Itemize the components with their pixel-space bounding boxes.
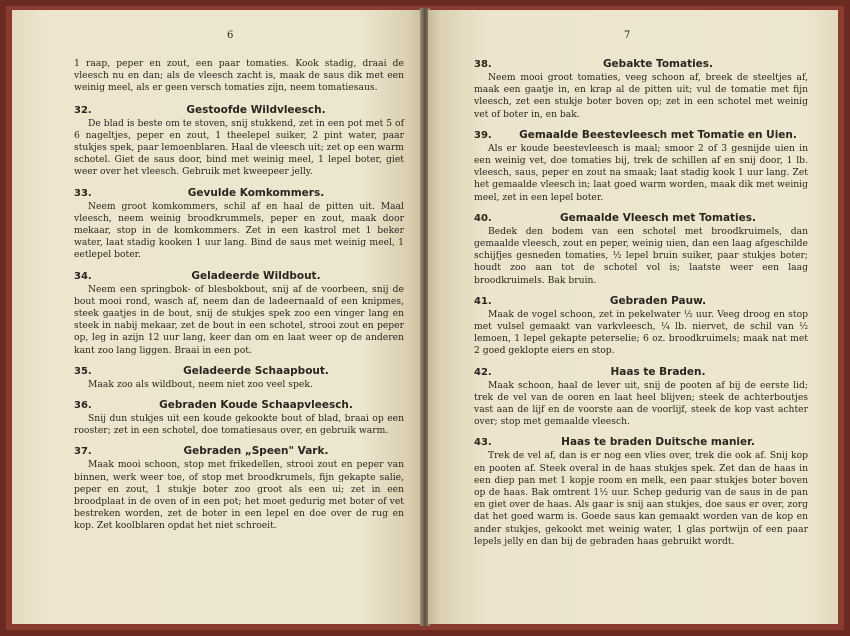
- recipe-heading: [74, 365, 404, 377]
- recipe-number: 34.: [74, 270, 92, 282]
- recipe-number: 35.: [74, 365, 92, 377]
- recipe-title: Geladeerde Schaapbout.: [183, 364, 329, 377]
- recipe-body: Maak zoo als wildbout, neem niet zoo veel spek.: [88, 378, 313, 390]
- recipe: [474, 58, 808, 121]
- recipe-heading: [474, 295, 808, 307]
- recipe: [474, 436, 808, 548]
- recipe-body: Neem mooi groot tomaties, veeg schoon af, breek de steeltjes af, maak een gaatje in, en krap al de pitten uit; vul de tomatie met fijn vleesch, zet een stukje boter boven op; zet in een schotel met weinig vet of boter in, en bak.: [474, 72, 808, 120]
- intro-paragraph: 1 raap, peper en zout, een paar tomaties. Kook stadig, draai de vleesch nu en dan; als de vleesch zacht is, maak de saus dik met een weinig meel, als er geen versch tomaties zijn, neem tomatiesaus.: [74, 58, 404, 94]
- recipe-title: Gemaalde Beestevleesch met Tomatie en Uien.: [519, 128, 797, 141]
- page-number: 7: [624, 30, 632, 41]
- recipe-body: Maak schoon, haal de lever uit, snij de pooten af bij de eerste lid; trek de vel van de ooren en laat heel blijven; steek de achterboutjes vast aan de lijf en de voorste aan de voorlijf, steek de kop vast achter over; stop met gemaalde vleesch.: [474, 379, 808, 428]
- recipe-body: Bedek den bodem van een schotel met broodkruimels, dan gemaalde vleesch, zout en peper, weinig uien, dan een laag afgeschilde schijfjes gesneden tomaties, ½ lepel bruin suiker, paar stukjes boter; houdt zoo aan tot de schotel vol is; laatste weer een laag broodkruimels. Bak bruin.: [474, 225, 808, 286]
- recipe: [74, 270, 404, 357]
- recipe-body: Als er koude beestevleesch is maal; smoor 2 of 3 gesnijde uien in een weinig vet, doe tomaties bij, trek de schillen af en snij door, 1 lb. vleesch, saus, peper en zout na smaak; laat stadig kook 1 uur lang. Zet het gemaalde vleesch in; laat goed warm worden, maak dik met weinig meel, zet in een lepel boter.: [474, 142, 808, 203]
- recipe-body: Neem groot komkommers, schil af en haal de pitten uit. Maal vleesch, neem weinig broodkrummels, peper en zout, maak door mekaar, stop in de komkommers. Zet in een kastrol met 1 beker water, laat stadig kooken 1 uur lang. Bind de saus met weinig meel, 1 eetlepel boter.: [74, 200, 404, 261]
- recipe-number: 39.: [474, 129, 492, 141]
- recipe-title: Haas te Braden.: [610, 365, 706, 378]
- recipe: [474, 366, 808, 429]
- recipe-title: Geladeerde Wildbout.: [191, 269, 321, 282]
- right-page: [428, 10, 838, 624]
- recipe: [474, 295, 808, 358]
- recipe-heading: [474, 212, 808, 224]
- recipe-number: 37.: [74, 446, 92, 458]
- recipe-number: 40.: [474, 212, 492, 224]
- recipe: [74, 445, 404, 532]
- recipe-number: 32.: [74, 104, 92, 116]
- recipe-number: 42.: [474, 366, 492, 378]
- recipe-heading: [74, 399, 404, 411]
- recipe: [474, 129, 808, 204]
- recipe: [74, 365, 404, 391]
- recipe-heading: [474, 436, 808, 448]
- recipe-body: Maak mooi schoon, stop met frikedellen, strooi zout en peper van binnen, werk weer toe, of stop met broodkrumels, fijn gekapte salie, peper en zout, 1 stukje boter zoo groot als een ui; zet in een broodplaat in de oven of in een pot; het moet gedurig met boter of vet bestreken worden, zet de boter in een lepel en doe over de rug en kop. Zet koolblaren opdat het niet schroeit.: [74, 459, 404, 532]
- recipe-heading: [74, 270, 404, 282]
- recipe-title: Gebraden Koude Schaapvleesch.: [159, 399, 353, 412]
- recipe-title: Gebakte Tomaties.: [602, 58, 714, 70]
- recipe-heading: [474, 129, 808, 141]
- recipe-body: Maak de vogel schoon, zet in pekelwater ½ uur. Veeg droog en stop met vulsel gemaakt van varkvleesch, ¼ lb. niervet, de schil van ½ lemoen, 1 lepel gekapte peterselie; 6 oz. broodkruimels; maak nat met 2 goed geklopte eiers en stop.: [474, 308, 808, 357]
- recipe-body: De blad is beste om te stoven, snij stukkend, zet in een pot met 5 of 6 nageltjes, peper en zout, 1 theelepel suiker, 2 pint water, paar stukjes spek, paar lemoenblaren. Haal de vleesch uit; zet op een warm schotel. Giet de saus door, bind met weinig meel, 1 lepel boter, giet weer over het vleesch. Gebruik met kweepeer jelly.: [74, 117, 404, 178]
- recipe: [474, 212, 808, 287]
- recipe-list: [474, 58, 808, 548]
- recipe-title: Gebraden „Speen" Vark.: [183, 445, 329, 458]
- recipe-body: Neem een springbok- of blesbokbout, snij af de voorbeen, snij de bout mooi rond, wasch af, neem dan de ladeernaald of een knipmes, steek gaatjes in de bout, snij de stukjes spek zoo een vinger lang en steek in nabij mekaar, zet de bout in een schotel, strooi zout en peper op, leg in azijn 12 uur lang, keer dan om en laat weer op de anderen kant zoo lang liggen. Braai in een pot.: [74, 283, 404, 356]
- recipe-heading: [74, 445, 404, 457]
- recipe-title: Gevulde Komkommers.: [187, 186, 325, 199]
- page-number: 6: [227, 30, 235, 41]
- recipe-number: 33.: [74, 187, 92, 199]
- recipe: [74, 104, 404, 179]
- recipe-title: Haas te braden Duitsche manier.: [561, 436, 755, 449]
- left-page: [12, 10, 422, 624]
- recipe-number: 36.: [74, 400, 92, 412]
- recipe-number: 43.: [474, 437, 492, 449]
- recipe-number: 41.: [474, 295, 492, 307]
- recipe-heading: [74, 187, 404, 199]
- recipe-heading: [474, 366, 808, 378]
- recipe-heading: [74, 104, 404, 116]
- recipe-body: Trek de vel af, dan is er nog een vlies over, trek die ook af. Snij kop en pooten af. Steek overal in de haas stukjes spek. Zet dan de haas in een diep pan met 1 kopje room en melk, een paar stukjes boter boven op de haas. Bak omtrent 1½ uur. Schep gedurig van de saus in de pan en giet over de haas. Als gaar is snij aan stukjes, doe saus er over, zorg dat het goed warm is. Goede saus kan gemaakt worden van de kop en ander stukjes, gekookt met weinig water, 1 glas portwijn of een paar lepels jelly en dan bij de gebraden haas gebruikt wordt.: [474, 450, 808, 547]
- book-spread: [6, 6, 844, 630]
- recipe-body: Snij dun stukjes uit een koude gekookte bout of blad, braai op een rooster; zet in een schotel, doe tomatiesaus over, en gebruik warm.: [74, 413, 404, 437]
- recipe-list: [74, 104, 404, 533]
- recipe-title: Gestoofde Wildvleesch.: [186, 103, 326, 116]
- recipe-number: 38.: [474, 59, 492, 70]
- recipe: [74, 187, 404, 262]
- recipe-title: Gemaalde Vleesch met Tomaties.: [559, 211, 757, 224]
- recipe-title: Gebraden Pauw.: [609, 294, 707, 307]
- recipe: [74, 399, 404, 437]
- recipe-heading: [474, 58, 808, 70]
